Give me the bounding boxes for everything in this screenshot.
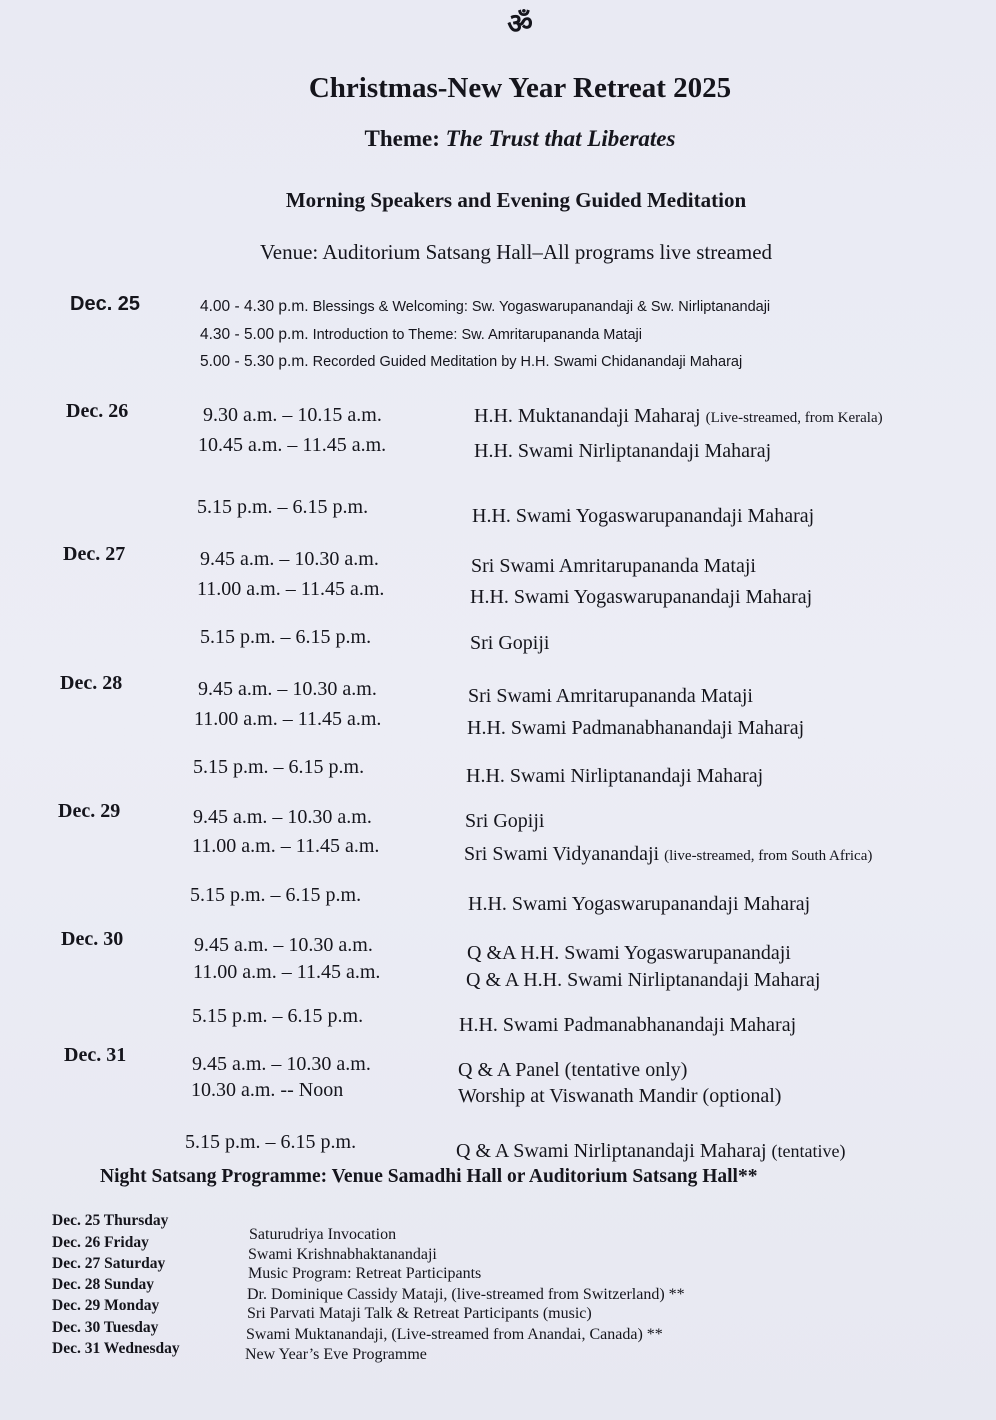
night-program: Dr. Dominique Cassidy Mataji, (live-streamed from Switzerland) ** [247, 1286, 685, 1303]
session-speaker: H.H. Swami Padmanabhanandaji Maharaj [459, 1014, 797, 1036]
dec25-line [200, 298, 770, 316]
session-time: 9.45 a.m. – 10.30 a.m. [193, 806, 372, 828]
page-title: Christmas-New Year Retreat 2025 [308, 72, 732, 104]
day-date-dec30: Dec. 30 [61, 928, 124, 950]
session-time: 9.45 a.m. – 10.30 a.m. [192, 1053, 371, 1075]
day-date-dec26: Dec. 26 [66, 400, 129, 422]
session-time: 11.00 a.m. – 11.45 a.m. [194, 708, 382, 730]
theme-line [0, 126, 996, 152]
night-day: Dec. 31 Wednesday [52, 1340, 180, 1357]
night-day: Dec. 28 Sunday [52, 1276, 155, 1293]
session-speaker: Sri Swami Amritarupananda Mataji [471, 555, 756, 577]
session-speaker: Sri Gopiji [470, 632, 550, 654]
subheading: Morning Speakers and Evening Guided Meditation [285, 188, 747, 212]
om-symbol: ॐ [507, 9, 533, 40]
session-time: 5.15 p.m. – 6.15 p.m. [185, 1131, 357, 1153]
theme-label: Theme: [364, 126, 440, 151]
night-program: Music Program: Retreat Participants [248, 1265, 482, 1282]
day-date-dec25: Dec. 25 [70, 293, 141, 315]
night-day: Dec. 29 Monday [52, 1297, 160, 1314]
night-satsang-heading: Night Satsang Programme: Venue Samadhi Hall or Auditorium Satsang Hall** [100, 1166, 758, 1187]
night-day: Dec. 25 Thursday [52, 1212, 169, 1229]
speaker-note: (Live-streamed, from Kerala) [705, 410, 883, 426]
session-time: 11.00 a.m. – 11.45 a.m. [192, 835, 380, 857]
dec25-time: 5.00 - 5.30 p.m. [200, 353, 309, 370]
session-time: 5.15 p.m. – 6.15 p.m. [193, 756, 365, 778]
session-speaker: H.H. Swami Nirliptanandaji Maharaj [466, 765, 764, 787]
night-program: Swami Muktanandaji, (Live-streamed from Anandai, Canada) ** [246, 1326, 663, 1343]
session-speaker: Q & A H.H. Swami Nirliptanandaji Maharaj [466, 969, 821, 991]
day-date-dec28: Dec. 28 [60, 672, 123, 694]
dec25-line [200, 326, 642, 344]
dec25-time: 4.30 - 5.00 p.m. [200, 326, 309, 343]
night-program: Swami Krishnabhaktanandaji [248, 1246, 437, 1263]
session-time: 9.45 a.m. – 10.30 a.m. [194, 934, 373, 956]
session-time: 5.15 p.m. – 6.15 p.m. [197, 496, 369, 518]
venue-line: Venue: Auditorium Satsang Hall–All programs live streamed [259, 240, 773, 264]
session-speaker: H.H. Swami Yogaswarupanandaji Maharaj [468, 893, 811, 915]
session-speaker: H.H. Swami Yogaswarupanandaji Maharaj [470, 586, 813, 608]
day-date-dec31: Dec. 31 [64, 1044, 127, 1066]
night-program: New Year’s Eve Programme [245, 1346, 427, 1363]
speaker-note: (tentative) [771, 1141, 846, 1161]
dec25-text: Recorded Guided Meditation by H.H. Swami Chidanandaji Maharaj [312, 354, 743, 370]
session-speaker: H.H. Swami Nirliptanandaji Maharaj [474, 440, 772, 462]
session-time: 11.00 a.m. – 11.45 a.m. [197, 578, 385, 600]
session-speaker [456, 1140, 845, 1163]
session-speaker: Worship at Viswanath Mandir (optional) [458, 1085, 782, 1107]
night-program: Sri Parvati Mataji Talk & Retreat Participants (music) [247, 1305, 592, 1322]
session-speaker [474, 405, 883, 428]
dec25-text: Blessings & Welcoming: Sw. Yogaswarupanandaji & Sw. Nirliptanandaji [312, 299, 771, 315]
session-speaker: Q & A Panel (tentative only) [458, 1059, 688, 1081]
speaker-name: Sri Swami Vidyanandaji [464, 843, 660, 865]
speaker-name: H.H. Muktanandaji Maharaj [474, 405, 701, 427]
night-day: Dec. 27 Saturday [52, 1255, 166, 1272]
dec25-text: Introduction to Theme: Sw. Amritarupananda Mataji [312, 327, 642, 343]
dec25-line [200, 353, 742, 371]
session-speaker: Q &A H.H. Swami Yogaswarupanandaji [467, 942, 791, 964]
night-program: Saturudriya Invocation [249, 1226, 397, 1243]
session-time: 9.45 a.m. – 10.30 a.m. [198, 678, 377, 700]
session-time: 10.45 a.m. – 11.45 a.m. [198, 434, 387, 456]
theme-value: The Trust that Liberates [445, 126, 676, 151]
night-day: Dec. 30 Tuesday [52, 1319, 159, 1336]
session-speaker: H.H. Swami Padmanabhanandaji Maharaj [467, 717, 805, 739]
day-date-dec29: Dec. 29 [58, 800, 121, 822]
speaker-name: Q & A Swami Nirliptanandaji Maharaj [456, 1140, 767, 1162]
session-speaker: Sri Gopiji [465, 810, 545, 832]
session-time: 9.45 a.m. – 10.30 a.m. [200, 548, 379, 570]
session-time: 5.15 p.m. – 6.15 p.m. [190, 884, 362, 906]
dec25-time: 4.00 - 4.30 p.m. [200, 298, 309, 315]
session-time: 10.30 a.m. -- Noon [191, 1079, 344, 1101]
session-time: 9.30 a.m. – 10.15 a.m. [203, 404, 382, 426]
session-time: 5.15 p.m. – 6.15 p.m. [192, 1005, 364, 1027]
session-time: 11.00 a.m. – 11.45 a.m. [193, 961, 381, 983]
day-date-dec27: Dec. 27 [63, 543, 126, 565]
speaker-note: (live-streamed, from South Africa) [664, 848, 873, 864]
session-speaker [464, 843, 872, 866]
session-speaker: Sri Swami Amritarupananda Mataji [468, 685, 753, 707]
session-time: 5.15 p.m. – 6.15 p.m. [200, 626, 372, 648]
night-day: Dec. 26 Friday [52, 1234, 149, 1251]
session-speaker: H.H. Swami Yogaswarupanandaji Maharaj [472, 505, 815, 527]
